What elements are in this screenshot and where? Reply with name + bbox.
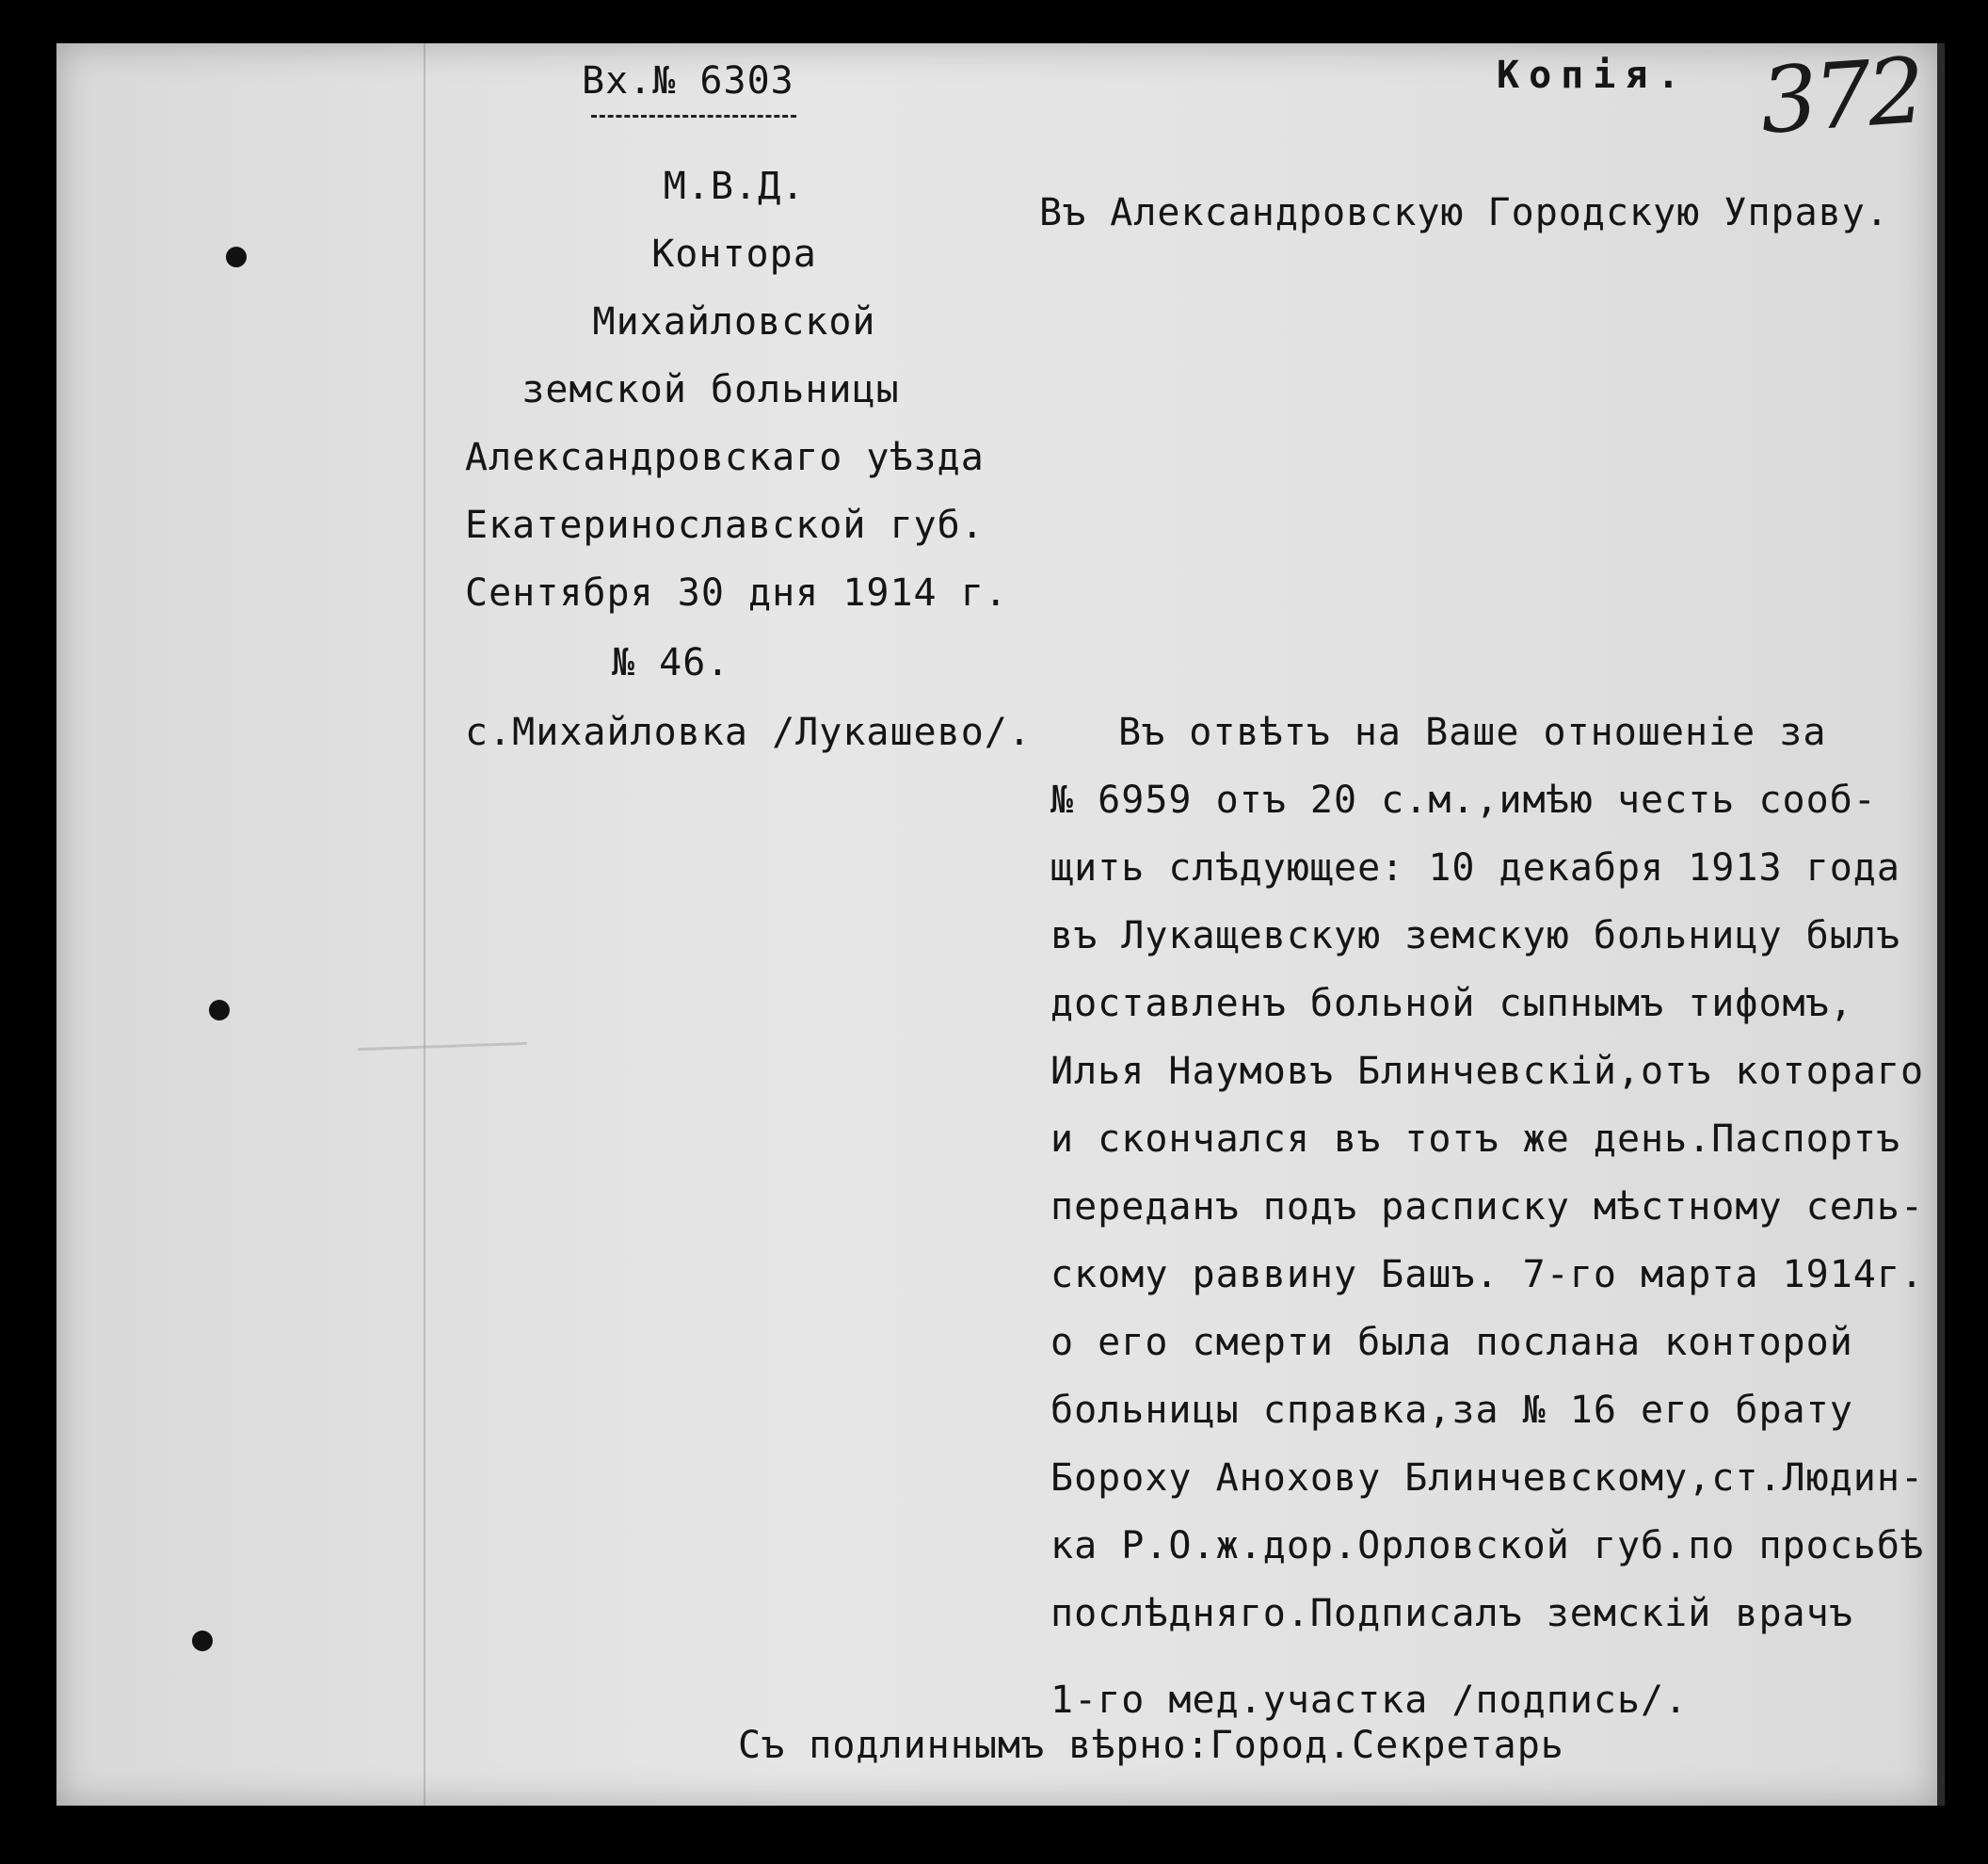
sender-location: с.Михайловка /Лукашево/. [465,711,1032,754]
fold-line [424,43,425,1806]
body-line: ка Р.О.ж.дор.Орловской губ.по просьбѣ [1050,1524,1925,1567]
sender-line: Контора [651,233,817,276]
incoming-number-underline [591,115,796,119]
sender-line: земской больницы [521,368,900,411]
body-line: скому раввину Башъ. 7-го марта 1914г. [1050,1253,1925,1296]
punch-hole-top [226,247,247,267]
sender-line: Сентября 30 дня 1914 г. [465,571,1008,615]
addressee: Въ Александровскую Городскую Управу. [1039,191,1889,234]
handwritten-archive-number: 372 [1756,38,1925,154]
body-line: Илья Наумовъ Блинчевскій,отъ котораго [1050,1050,1925,1093]
sender-line: Михайловской [592,300,876,344]
body-line: и скончался въ тотъ же день.Паспортъ [1050,1117,1900,1161]
document-number: № 46. [612,641,730,684]
sender-line: Александровскаго уѣзда [465,436,985,479]
incoming-number: Вх.№ 6303 [582,59,794,103]
body-line: о его смерти была послана конторой [1050,1321,1853,1364]
body-line: 1-го мед.участка /подпись/. [1050,1679,1689,1722]
body-line: переданъ подъ расписку мѣстному сель- [1050,1185,1925,1229]
body-line: Въ отвѣтъ на Ваше отношеніе за [1118,711,1827,754]
copy-label: Копія. [1497,54,1690,97]
punch-hole-middle [209,1000,230,1020]
body-line: больницы справка,за № 16 его брату [1050,1389,1853,1432]
body-line: послѣдняго.Подписалъ земскій врачъ [1050,1592,1853,1635]
body-line: Бороху Анохову Блинчевскому,ст.Людин- [1050,1456,1925,1500]
sender-line: М.В.Д. [663,165,806,208]
body-line: щить слѣдующее: 10 декабря 1913 года [1050,846,1900,890]
body-line: доставленъ больной сыпнымъ тифомъ, [1050,982,1853,1025]
page-edge-shadow [1937,43,1945,1806]
sender-line: Екатеринославской губ. [465,504,985,547]
body-line: въ Лукащевскую земскую больницу былъ [1050,914,1900,957]
body-line: № 6959 отъ 20 с.м.,имѣю честь сооб- [1050,779,1877,822]
punch-hole-bottom [192,1631,213,1651]
certification-line: Съ подлиннымъ вѣрно:Город.Секретарь [738,1724,1564,1767]
